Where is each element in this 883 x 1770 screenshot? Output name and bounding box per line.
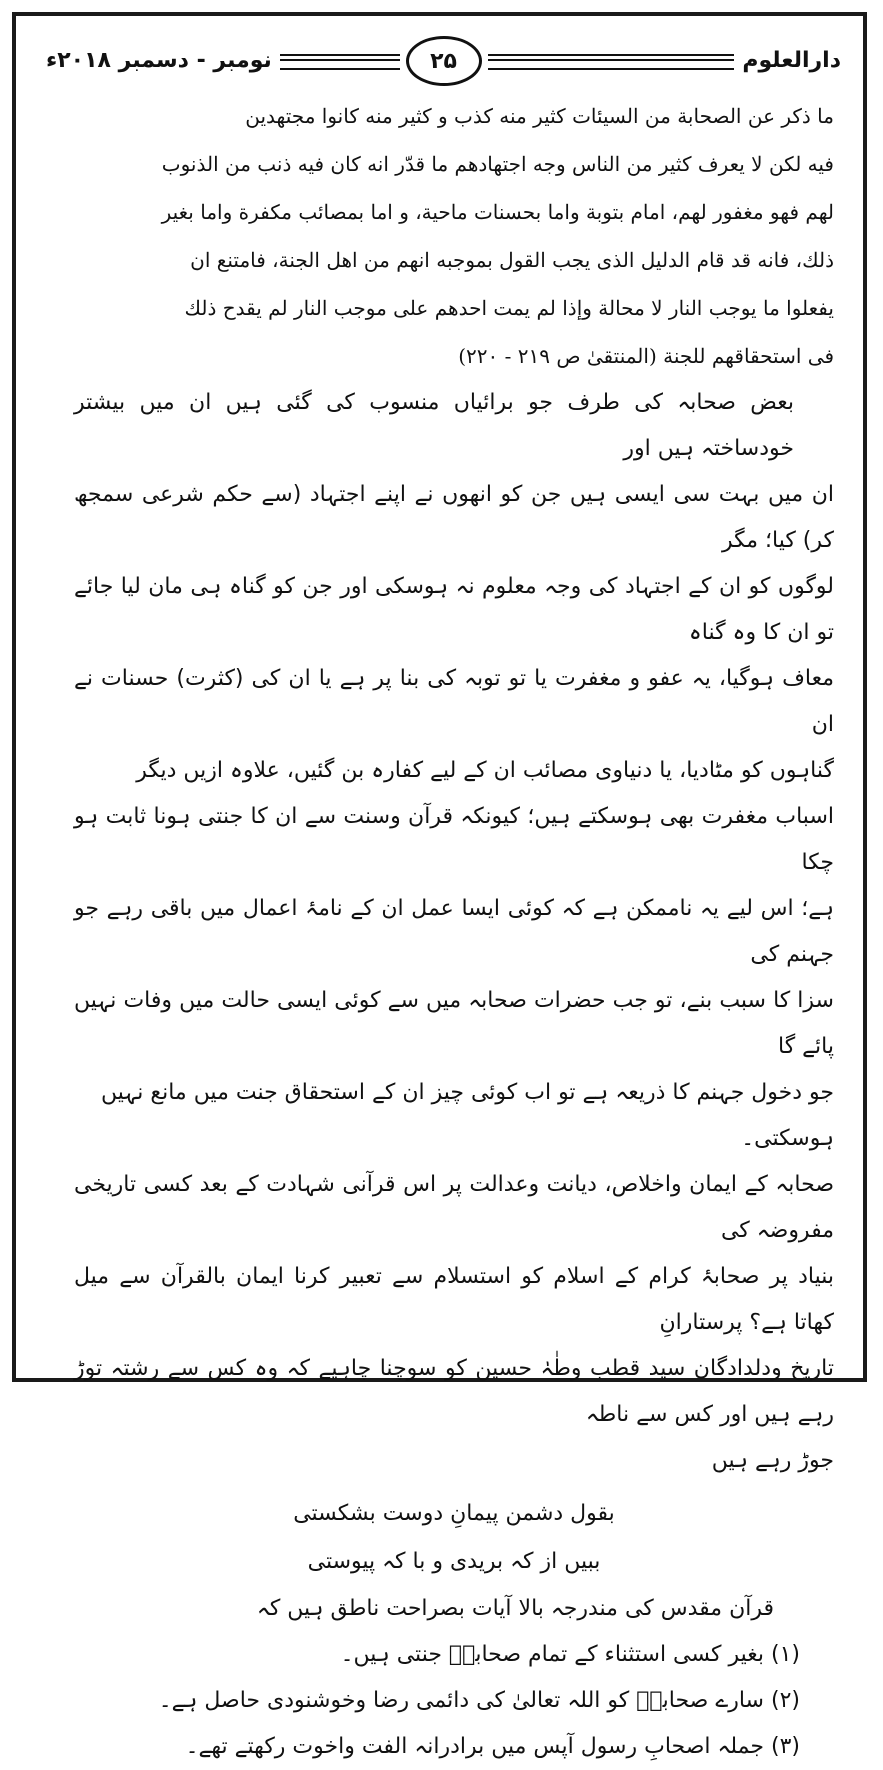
paragraph-line: تاریخ ودلدادگان سید قطب وطٰہٰ حسین کو سوچنا چاہیے کہ وہ کس سے رشتہ توڑ رہے ہیں اور کس سے ناطہ xyxy=(74,1356,834,1427)
page-header xyxy=(38,36,849,88)
page-number-badge xyxy=(400,36,488,86)
paragraph-line: صحابہ کے ایمان واخلاص، دیانت وعدالت پر اس قرآنی شہادت کے بعد کسی تاریخی مفروضہ کی xyxy=(74,1172,834,1243)
arabic-line: يفعلوا ما يوجب النار لا محالة وإذا لم يمت احدهم على موجب النار لم يقدح ذلك xyxy=(184,296,834,320)
author-paragraph xyxy=(74,1162,834,1484)
list-intro: قرآن مقدس کی مندرجہ بالا آیات بصراحت ناطق ہیں کہ xyxy=(256,1596,774,1621)
couplet-line: بقول دشمن پیمانِ دوست بشکستی xyxy=(293,1501,615,1526)
urdu-line: سزا کا سبب بنے، تو جب حضرات صحابہ میں سے کوئی ایسی حالت میں وفات نہیں پائے گا xyxy=(74,988,834,1059)
arabic-line: ما ذكر عن الصحابة من السيئات كثير منه كذب و كثير منه كانوا مجتهدين xyxy=(245,104,834,128)
arabic-line: فى استحقاقهم للجنة (المنتقىٰ ص ۲۱۹ - ۲۲۰) xyxy=(458,344,834,368)
urdu-translation xyxy=(74,380,834,1162)
list-item: (۱) بغیر کسی استثناء کے تمام صحابہؓ جنتی ہیں۔ xyxy=(340,1642,800,1667)
urdu-line: جو دخول جہنم کا ذریعہ ہے تو اب کوئی چیز ان کے استحقاق جنت میں مانع نہیں ہوسکتی۔ xyxy=(100,1080,834,1151)
urdu-line: ہے؛ اس لیے یہ ناممکن ہے کہ کوئی ایسا عمل ان کے نامۂ اعمال میں باقی رہے جو جہنم کی xyxy=(74,896,834,967)
urdu-line: لوگوں کو ان کے اجتہاد کی وجہ معلوم نہ ہوسکی اور جن کو گناہ ہی مان لیا جائے تو ان کا وہ گناہ xyxy=(74,574,834,645)
page-frame xyxy=(12,12,867,1759)
conclusion-list xyxy=(74,1586,834,1770)
journal-name: دارالعلوم xyxy=(734,46,849,76)
list-item: (۲) سارے صحابہؓ کو اللہ تعالیٰ کی دائمی رضا وخوشنودی حاصل ہے۔ xyxy=(158,1688,800,1713)
urdu-line: بعض صحابہ کی طرف جو برائیاں منسوب کی گئی ہیں ان میں بیشتر خودساختہ ہیں اور xyxy=(74,390,794,461)
arabic-line: لهم فهو مغفور لهم، امام بتوبة واما بحسنات ماحية، و اما بمصائب مكفرة واما بغير xyxy=(161,200,834,224)
urdu-line: اسباب مغفرت بھی ہوسکتے ہیں؛ کیونکہ قرآن وسنت سے ان کا جنتی ہونا ثابت ہو چکا xyxy=(74,804,834,875)
arabic-line: ذلك، فانه قد قام الدليل الذى يجب القول بموجبه انهم من اهل الجنة، فامتنع ان xyxy=(190,248,834,272)
arabic-passage xyxy=(74,92,834,380)
urdu-line: گناہوں کو مٹادیا، یا دنیاوی مصائب ان کے لیے کفارہ بن گئیں، علاوہ ازیں دیگر xyxy=(136,758,834,783)
paragraph-line: جوڑ رہے ہیں xyxy=(711,1448,834,1473)
page-body xyxy=(74,92,834,1770)
urdu-line: معاف ہوگیا، یہ عفو و مغفرت یا تو توبہ کی بنا پر ہے یا ان کی (کثرت) حسنات نے ان xyxy=(74,666,834,737)
issue-date: نومبر - دسمبر ۲۰۱۸ء xyxy=(38,46,280,76)
list-item: (۳) جملہ اصحابِ رسول آپس میں برادرانہ الفت واخوت رکھتے تھے۔ xyxy=(185,1734,800,1759)
urdu-line: ان میں بہت سی ایسی ہیں جن کو انھوں نے اپنے اجتہاد (سے حکم شرعی سمجھ کر) کیا؛ مگر xyxy=(74,482,834,553)
persian-couplet xyxy=(74,1490,834,1586)
couplet-line: ببیں از کہ بریدی و با کہ پیوستی xyxy=(307,1549,601,1574)
arabic-line: فيه لكن لا يعرف كثير من الناس وجه اجتهادهم ما قدّر انه كان فيه ذنب من الذنوب xyxy=(161,152,834,176)
paragraph-line: بنیاد پر صحابۂ کرام کے اسلام کو استسلام سے تعبیر کرنا ایمان بالقرآن سے میل کھاتا ہے؟ پرستارانِ xyxy=(74,1264,834,1335)
page-number: ۲۵ xyxy=(406,36,482,86)
